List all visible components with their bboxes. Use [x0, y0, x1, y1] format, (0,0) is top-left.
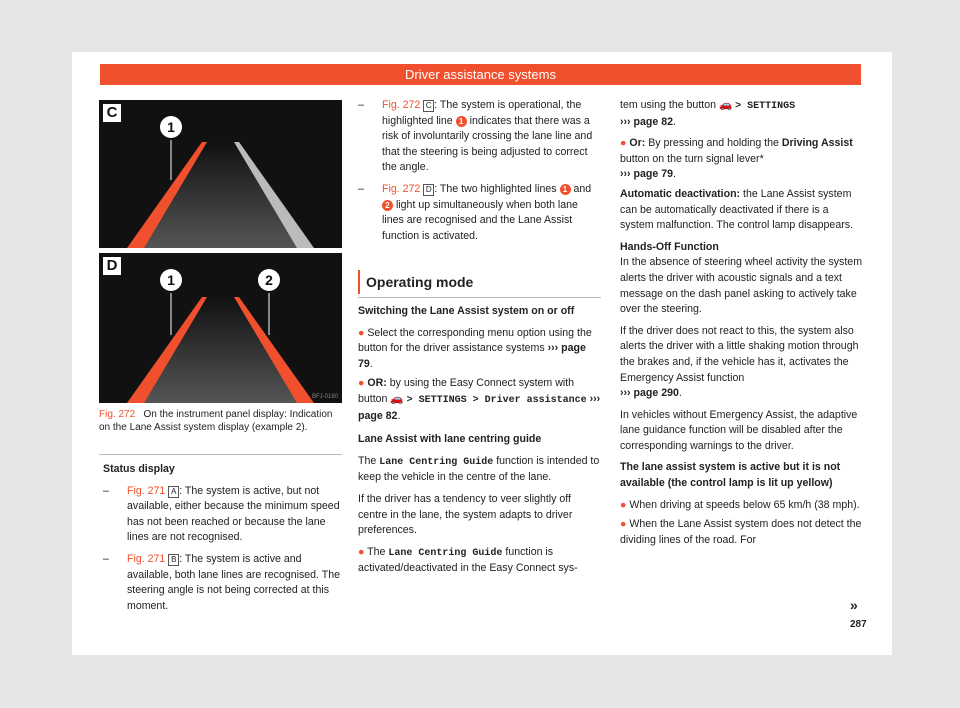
bullet-text: When the Lane Assist system does not detect the dividing lines of the road. For: [620, 518, 862, 546]
figure-caption: [99, 408, 342, 434]
figure-part-box: A: [168, 486, 179, 498]
page-link[interactable]: ››› page 290: [620, 387, 679, 400]
button-name: Driving Assist: [781, 137, 853, 150]
list-item-text: : The two highlighted lines: [434, 182, 557, 195]
list-item-text: : The system is operational, the highlighted line: [382, 99, 582, 127]
bullet-text: The: [367, 545, 386, 558]
list-item-text: and: [573, 182, 592, 195]
bullet-text: function is activated/deactivated in the Easy Connect sys-: [358, 545, 578, 575]
paragraph: If the driver does not react to this, the system also alerts the driver with a little shaking motion through the brakes and, if the vehicle has it, activates the Emergency Assist function ››› page 290.: [620, 324, 859, 400]
callout-number-badge: 2: [382, 200, 393, 211]
list-item-text: : The system is active and available, both lane lines are recognised. The steering angle is not being corrected at this moment.: [127, 552, 340, 612]
page-link[interactable]: ››› page 79: [620, 168, 673, 181]
figure-part-box: B: [168, 554, 179, 566]
menu-path: > SETTINGS > Driver assistance: [406, 394, 587, 406]
bullet-icon: ●: [620, 137, 627, 150]
page-link[interactable]: ››› page 82: [358, 392, 601, 422]
figure-label-c: C: [103, 104, 121, 122]
status-display-heading: Status display: [103, 463, 175, 475]
bullet-text: By pressing and holding the: [648, 137, 779, 150]
operating-mode-heading: Operating mode: [358, 270, 609, 294]
paragraph: tem using the button 🚗 > SETTINGS ››› page 82.: [620, 99, 796, 128]
bullet-or-label: OR:: [367, 377, 387, 390]
menu-path: > SETTINGS: [735, 101, 796, 112]
figure-link[interactable]: Fig. 272: [382, 182, 421, 195]
column-2-lower: [358, 304, 601, 581]
callout-number-1: 1: [167, 272, 175, 288]
figure-part-box: D: [423, 184, 434, 196]
chapter-header: Driver assistance systems: [100, 64, 861, 85]
bullet-icon: ●: [358, 377, 365, 390]
bullet-or-label: Or:: [629, 137, 646, 150]
figure-d: [99, 253, 342, 403]
bullet-icon: ●: [358, 545, 365, 558]
figure-c-graphic: [99, 100, 342, 248]
figure-c: [99, 100, 342, 248]
bullet-item: ● Or: By pressing and holding the Driving Assist button on the turn signal lever* ››› page 79.: [620, 137, 853, 181]
list-item-text: light up simultaneously when both lane lines are recognised and the Lane Assist function is activated.: [382, 198, 578, 242]
paragraph-text: the Lane Assist system can be automatically deactivated if there is a system malfunction. The control lamp disappears.: [620, 187, 853, 232]
list-item: [358, 98, 601, 176]
figure-d-graphic: [99, 253, 342, 403]
list-item-text: indicates that there was a risk of involuntarily crossing the lane line and that the steering is being adjusted to correct the angle.: [382, 114, 593, 174]
caption-figure-number: Fig. 272: [99, 409, 136, 420]
column-2: [358, 98, 601, 250]
paragraph: [358, 454, 601, 486]
lane-assist-not-available-heading: The lane assist system is active but it is not available (the control lamp is lit up yellow): [620, 461, 841, 490]
function-name: Lane Centring Guide: [379, 456, 494, 468]
paragraph: [620, 187, 863, 234]
bullet-item: [620, 498, 863, 514]
column-3: [620, 98, 863, 552]
figure-link[interactable]: Fig. 271: [127, 552, 166, 565]
paragraph-text: The: [358, 454, 377, 467]
caption-text: On the instrument panel display: Indication on the Lane Assist system display (example 2).: [99, 409, 333, 433]
column-1: [103, 462, 346, 620]
figure-label-d: D: [103, 257, 121, 275]
car-menu-icon: 🚗: [718, 99, 733, 111]
list-item: [103, 484, 346, 546]
car-menu-icon: 🚗: [390, 392, 404, 405]
paragraph: In vehicles without Emergency Assist, the adaptive lane guidance function will be disabled after the corresponding warnings to the driver.: [620, 408, 858, 452]
callout-number-1: 1: [167, 119, 175, 135]
switching-heading: Switching the Lane Assist system on or off: [358, 305, 575, 317]
bullet-item: ● Select the corresponding menu option using the button for the driver assistance systems ››› page 79.: [358, 326, 592, 370]
bullet-item: [358, 545, 601, 577]
caption-divider: [99, 454, 342, 455]
continue-arrow-icon: »: [850, 597, 858, 613]
figure-link[interactable]: Fig. 271: [127, 484, 166, 497]
paragraph: In the absence of steering wheel activity the system alerts the driver with acoustic signals and a text message on the dash panel asking to actively take over the steering.: [620, 256, 863, 316]
list-item-text: : The system is active, but not available, either because the minimum speed has not been reached or because the lane lines are not recognised.: [127, 484, 340, 544]
bullet-item: ● OR: by using the Easy Connect system with button 🚗 > SETTINGS > Driver assistance ››› page 82.: [358, 377, 601, 422]
page-link[interactable]: ››› page 82: [620, 115, 673, 128]
callout-number-badge: 1: [560, 184, 571, 195]
bullet-text: Select the corresponding menu option using the button for the driver assistance systems: [358, 326, 592, 355]
bullet-icon: ●: [620, 518, 627, 531]
bullet-item: [620, 517, 863, 548]
bullet-text: by using the Easy Connect system with button: [358, 377, 575, 405]
hands-off-heading: Hands-Off Function: [620, 240, 719, 253]
page-link[interactable]: ››› page 79: [358, 342, 586, 370]
bullet-text: button on the turn signal lever*: [620, 152, 764, 165]
paragraph-text: function is intended to keep the vehicle in the centre of the lane.: [358, 454, 600, 484]
bullet-icon: ●: [620, 498, 627, 511]
bullet-icon: ●: [358, 326, 365, 339]
page-number: 287: [850, 619, 867, 630]
section-divider: [358, 297, 601, 298]
figure-link[interactable]: Fig. 272: [382, 99, 421, 111]
list-item: [358, 182, 601, 244]
paragraph-text: If the driver does not react to this, the system also alerts the driver with a little shaking motion through the brakes and, if the vehicle has it, activates the Emergency Assist function: [620, 324, 859, 384]
figure-code: BFJ-0160: [311, 394, 338, 400]
lane-centring-heading: Lane Assist with lane centring guide: [358, 433, 542, 446]
auto-deactivation-label: Automatic deactivation:: [620, 187, 741, 200]
paragraph-text: tem using the button: [620, 99, 716, 111]
figure-part-box: C: [423, 100, 434, 112]
list-item: [103, 552, 346, 614]
function-name: Lane Centring Guide: [388, 547, 503, 559]
bullet-text: When driving at speeds below 65 km/h (38 mph).: [629, 498, 860, 511]
callout-number-badge: 1: [456, 116, 467, 127]
callout-number-2: 2: [265, 272, 273, 288]
paragraph: If the driver has a tendency to veer slightly off centre in the lane, the system adapts to driver preferences.: [358, 492, 573, 537]
